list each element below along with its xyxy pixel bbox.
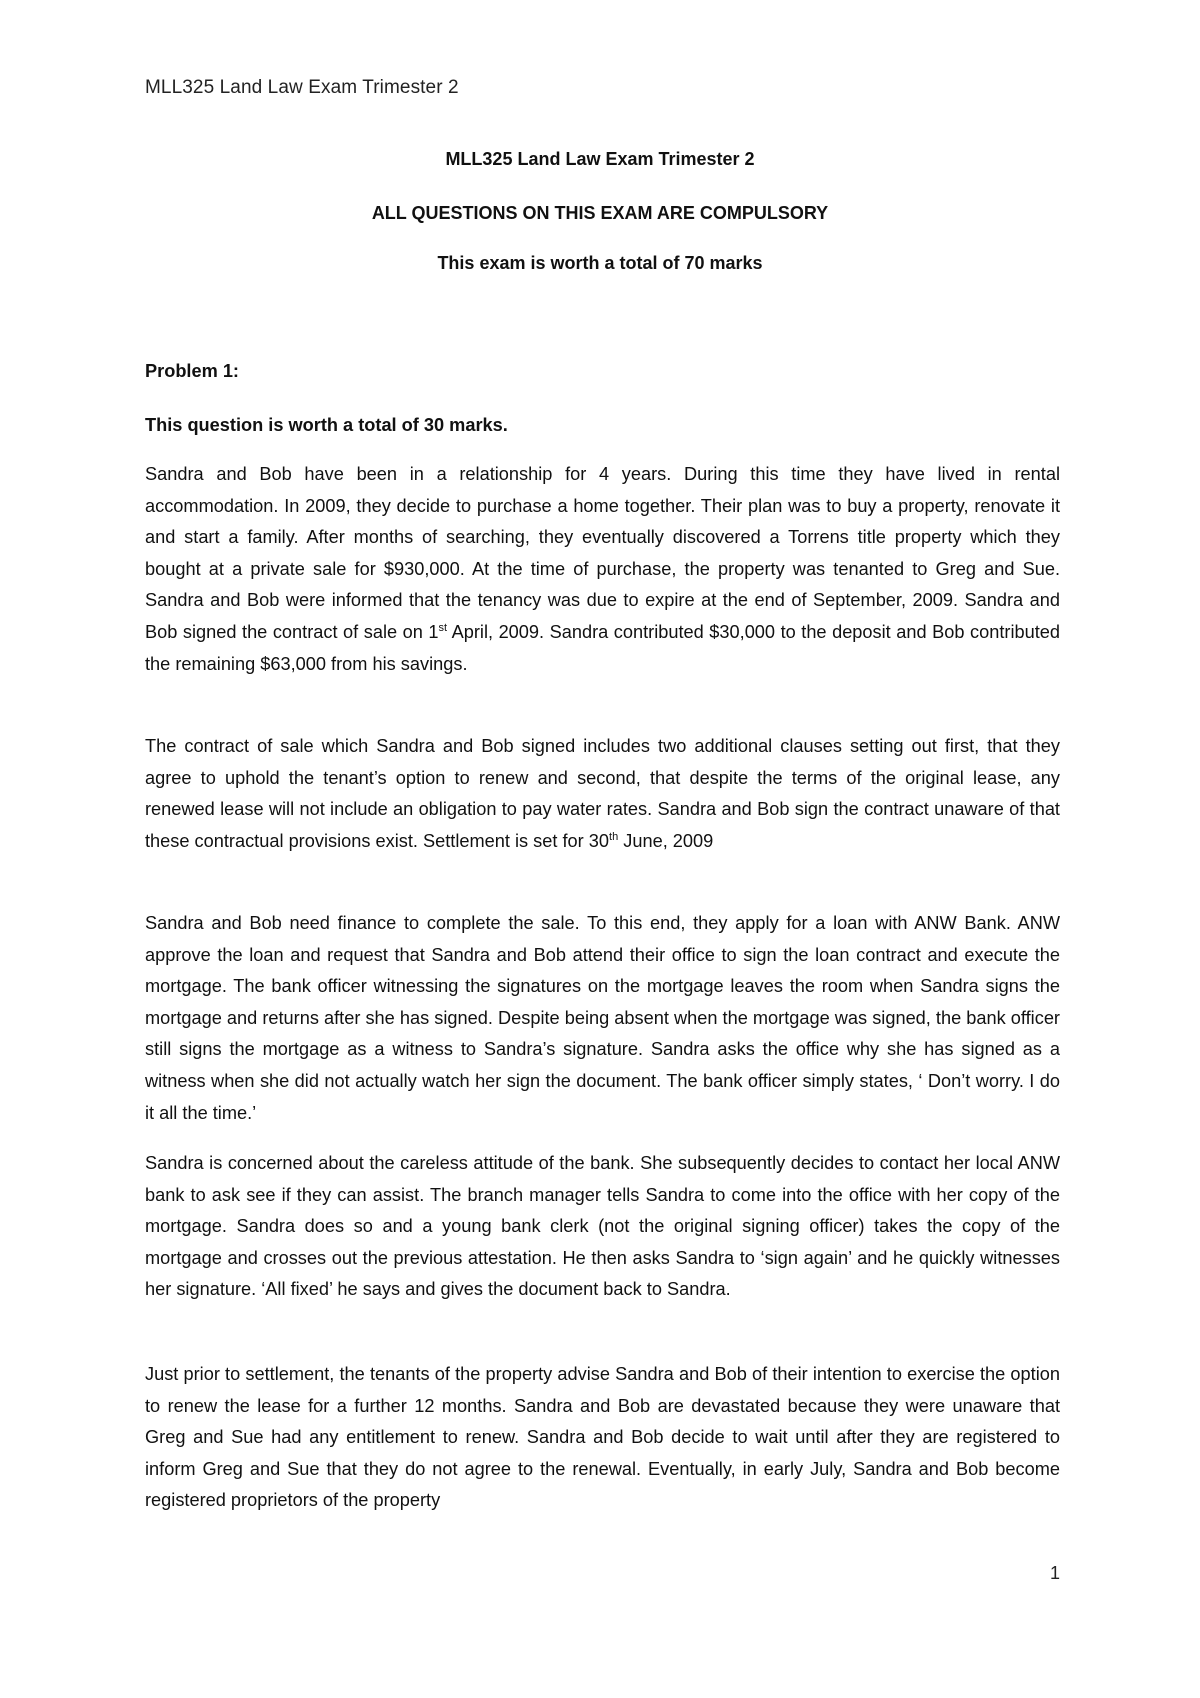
paragraph-4: Sandra is concerned about the careless attitude of the bank. She subsequently decides to contact her local ANW bank to ask see if they can assist. The branch manager tells Sandra to come into the office with her copy of the mortgage. Sandra does so and a young bank clerk (not the original signing officer) takes the copy of the mortgage and crosses out the previous attestation. He then asks Sandra to ‘sign again’ and he quickly witnesses her signature. ‘All fixed’ he says and gives the document back to Sandra. xyxy=(145,1153,1060,1300)
compulsory-notice: ALL QUESTIONS ON THIS EXAM ARE COMPULSORY xyxy=(371,203,829,223)
paragraph-1-superscript: st xyxy=(438,621,448,634)
question-worth: This question is worth a total of 30 marks. xyxy=(145,415,508,435)
running-header: MLL325 Land Law Exam Trimester 2 xyxy=(145,77,459,98)
page-number: 1 xyxy=(1049,1563,1060,1583)
paragraph-1-text-a: Sandra and Bob have been in a relationship for 4 years. During this time they have lived in rental accommodation. In 2009, they decide to purchase a home together. Their plan was to buy a property, renovate it and start a family. After months of searching, they eventually discovered a Torrens title property which they bought at a private sale for $930,000. At the time of purchase, the property was tenanted to Greg and Sue. Sandra and Bob were informed that the tenancy was due to expire at the end of September, 2009. Sandra and Bob signed the contract of sale on 1 xyxy=(145,464,1060,642)
paragraph-2-text-a: The contract of sale which Sandra and Bob signed includes two additional clauses setting out first, that they agree to uphold the tenant’s option to renew and second, that despite the terms of the original lease, any renewed lease will not include an obligation to pay water rates. Sandra and Bob sign the contract unaware of that these contractual provisions exist. Settlement is set for 30 xyxy=(145,736,1060,851)
paragraph-2 xyxy=(145,731,1060,857)
paragraph-2-superscript: th xyxy=(609,830,619,843)
paragraph-1 xyxy=(145,459,1060,680)
paragraph-5: Just prior to settlement, the tenants of the property advise Sandra and Bob of their intention to exercise the option to renew the lease for a further 12 months. Sandra and Bob are devastated because they were unaware that Greg and Sue had any entitlement to renew. Sandra and Bob decide to wait until after they are registered to inform Greg and Sue that they do not agree to the renewal. Eventually, in early July, Sandra and Bob become registered proprietors of the property xyxy=(145,1364,1060,1511)
exam-title: MLL325 Land Law Exam Trimester 2 xyxy=(445,149,755,169)
paragraph-1-text-b: April, 2009. Sandra contributed $30,000 to the deposit and Bob contributed the remaining $63,000 from his savings. xyxy=(145,621,1061,674)
total-marks-notice: This exam is worth a total of 70 marks xyxy=(437,253,763,273)
paragraph-2-text-b: June, 2009 xyxy=(618,830,714,851)
paragraph-3: Sandra and Bob need finance to complete the sale. To this end, they apply for a loan with ANW Bank. ANW approve the loan and request that Sandra and Bob attend their office to sign the loan contract and execute the mortgage. The bank officer witnessing the signatures on the mortgage leaves the room when Sandra signs the mortgage and returns after she has signed. Despite being absent when the mortgage was signed, the bank officer still signs the mortgage as a witness to Sandra’s signature. Sandra asks the office why she has signed as a witness when she did not actually watch her sign the document. The bank officer simply states, ‘ Don’t worry. I do it all the time.’ xyxy=(145,913,1060,1123)
problem-heading: Problem 1: xyxy=(145,361,239,381)
